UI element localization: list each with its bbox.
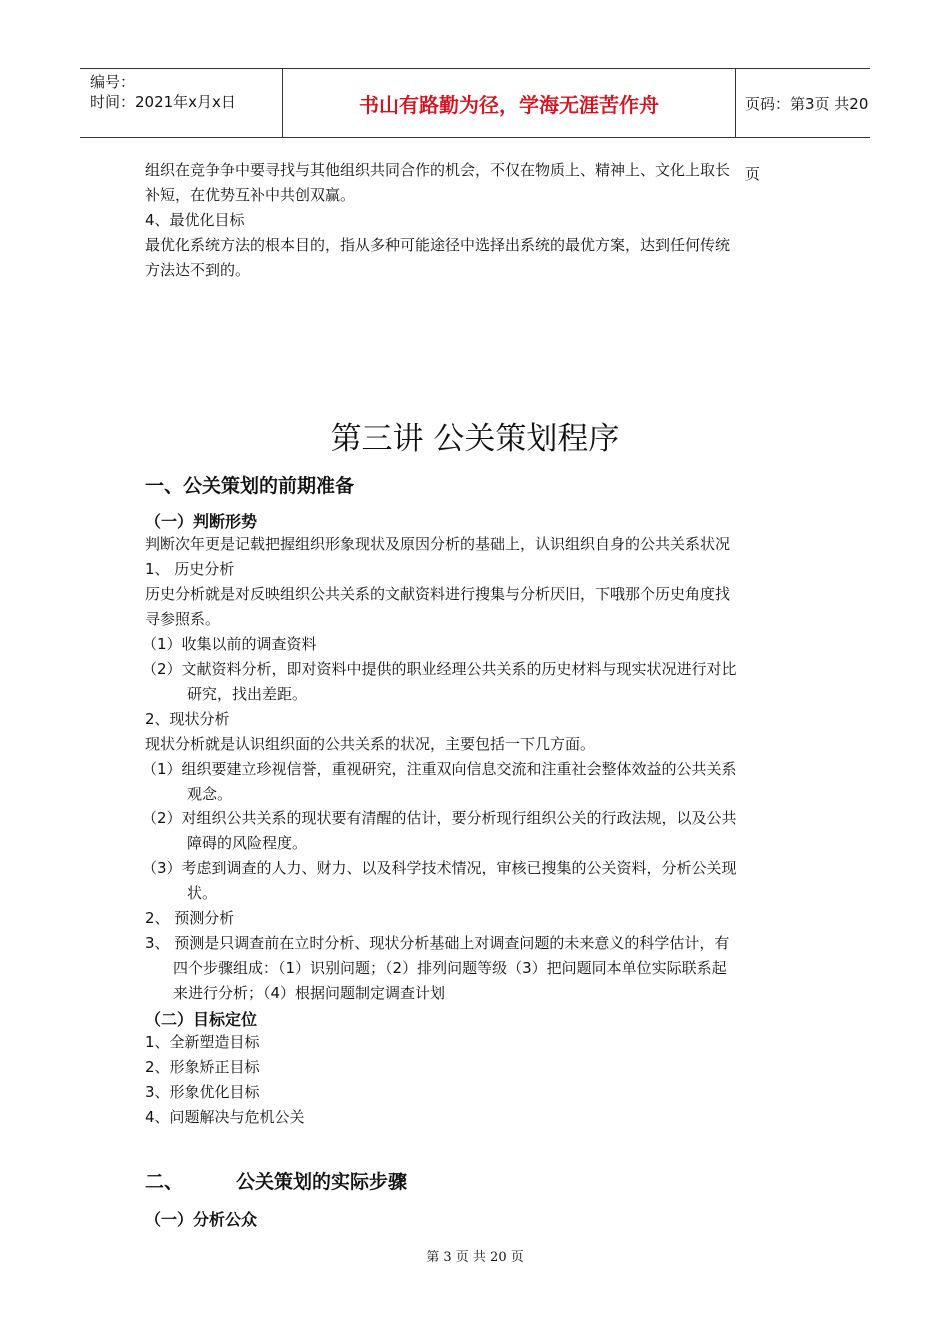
intro-item: 4、最优化目标 <box>145 211 245 229</box>
number-label: 编号： <box>90 73 136 91</box>
paragraph-line: 寻参照系。 <box>145 610 221 628</box>
list-item-cont: 研究，找出差距。 <box>187 685 308 703</box>
paragraph-line: 3、 预测是只调查前在立时分析、现状分析基础上对调查问题的未来意义的科学估计，有 <box>145 934 730 952</box>
date-label: 时间：2021年x月x日 <box>90 93 236 111</box>
header-motto: 书山有路勤为径，学海无涯苦作舟 <box>282 69 736 137</box>
list-item: 2、形象矫正目标 <box>145 1058 260 1076</box>
paragraph-line: 四个步骤组成：（1）识别问题；（2）排列问题等级（3）把问题同本单位实际联系起 <box>173 959 727 977</box>
section-heading: 公关策划的实际步骤 <box>236 1171 408 1193</box>
item-heading: 1、 历史分析 <box>145 560 235 578</box>
chapter-title: 第三讲 公关策划程序 <box>330 421 620 457</box>
item-heading: 2、 预测分析 <box>145 909 235 927</box>
list-item: （3）考虑到调查的人力、财力、以及科学技术情况，审核已搜集的公关资料，分析公关现 <box>142 859 737 877</box>
list-item: 3、形象优化目标 <box>145 1083 260 1101</box>
list-item: （1）收集以前的调查资料 <box>142 635 317 653</box>
paragraph-line: 判断次年更是记载把握组织形象现状及原因分析的基础上，认识组织自身的公共关系状况 <box>145 535 731 553</box>
paragraph-line: 现状分析就是认识组织面的公共关系的状况，主要包括一下几方面。 <box>145 735 596 753</box>
section-number: 二、 <box>145 1171 184 1193</box>
paragraph-line: 来进行分析；（4）根据问题制定调查计划 <box>173 984 446 1002</box>
list-item-cont: 观念。 <box>187 785 233 803</box>
intro-line: 方法达不到的。 <box>145 261 251 279</box>
list-item: （1）组织要建立珍视信誉，重视研究，注重双向信息交流和注重社会整体效益的公共关系 <box>142 760 737 778</box>
list-item-cont: 障碍的风险程度。 <box>187 834 308 852</box>
section-heading: 一、公关策划的前期准备 <box>145 475 355 497</box>
intro-line: 组织在竞争争中要寻找与其他组织共同合作的机会，不仅在物质上、精神上、文化上取长 <box>145 161 731 179</box>
list-item-cont: 状。 <box>187 884 218 902</box>
page-footer: 第 3 页 共 20 页 <box>426 1250 524 1265</box>
intro-line: 补短，在优势互补中共创双赢。 <box>145 186 356 204</box>
list-item: 4、问题解决与危机公关 <box>145 1108 305 1126</box>
header-meta <box>80 69 282 137</box>
intro-line: 最优化系统方法的根本目的，指从多种可能途径中选择出系统的最优方案，达到任何传统 <box>145 236 731 254</box>
subsection-heading: （一）判断形势 <box>145 512 258 531</box>
subsection-heading: （二）目标定位 <box>145 1010 258 1029</box>
list-item: 1、全新塑造目标 <box>145 1033 260 1051</box>
list-item: （2）对组织公共关系的现状要有清醒的估计，要分析现行组织公关的行政法规，以及公共 <box>142 809 737 827</box>
item-heading: 2、现状分析 <box>145 710 230 728</box>
subsection-heading: （一）分析公众 <box>145 1210 258 1229</box>
list-item: （2）文献资料分析，即对资料中提供的职业经理公共关系的历史材料与现实状况进行对比 <box>142 660 737 678</box>
paragraph-line: 历史分析就是对反映组织公共关系的文献资料进行搜集与分析厌旧，下哦那个历史角度找 <box>145 585 731 603</box>
header-page: 页码：第3页 共20页 <box>745 95 869 183</box>
